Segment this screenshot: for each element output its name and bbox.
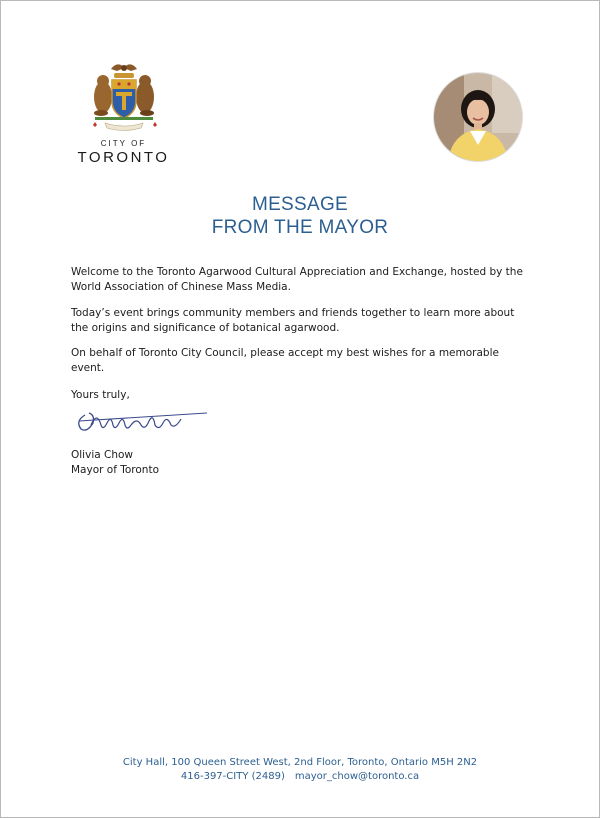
message-title	[1, 193, 599, 239]
logo-city-of-text: CITY OF	[100, 139, 147, 148]
closing-salutation: Yours truly,	[71, 389, 130, 401]
paragraph-event: Today’s event brings community members and friends together to learn more about the origins and significance of botanical agarwood.	[71, 307, 515, 334]
signature-icon	[71, 401, 211, 437]
portrait-icon	[434, 73, 522, 161]
title-line-1: MESSAGE	[251, 194, 349, 215]
footer-phone: 416-397-CITY (2489)	[180, 771, 285, 782]
footer-address: City Hall, 100 Queen Street West, 2nd Floor, Toronto, Ontario M5H 2N2	[122, 757, 478, 768]
footer-contact	[1, 770, 599, 784]
city-of-toronto-logo	[71, 59, 181, 167]
mayor-portrait	[434, 73, 522, 161]
logo-toronto-wordmark: TORONTO	[77, 149, 170, 166]
title-line-2: FROM THE MAYOR	[211, 217, 389, 238]
paragraph-wishes: On behalf of Toronto City Council, please accept my best wishes for a memorable event.	[71, 347, 499, 374]
paragraph-welcome: Welcome to the Toronto Agarwood Cultural Appreciation and Exchange, hosted by the World Association of Chinese Mass Media.	[71, 266, 523, 293]
footer-email[interactable]: mayor_chow@toronto.ca	[294, 771, 420, 782]
signer-name: Olivia Chow	[71, 449, 134, 461]
signer-title: Mayor of Toronto	[71, 464, 160, 476]
coat-of-arms-icon	[81, 59, 167, 139]
